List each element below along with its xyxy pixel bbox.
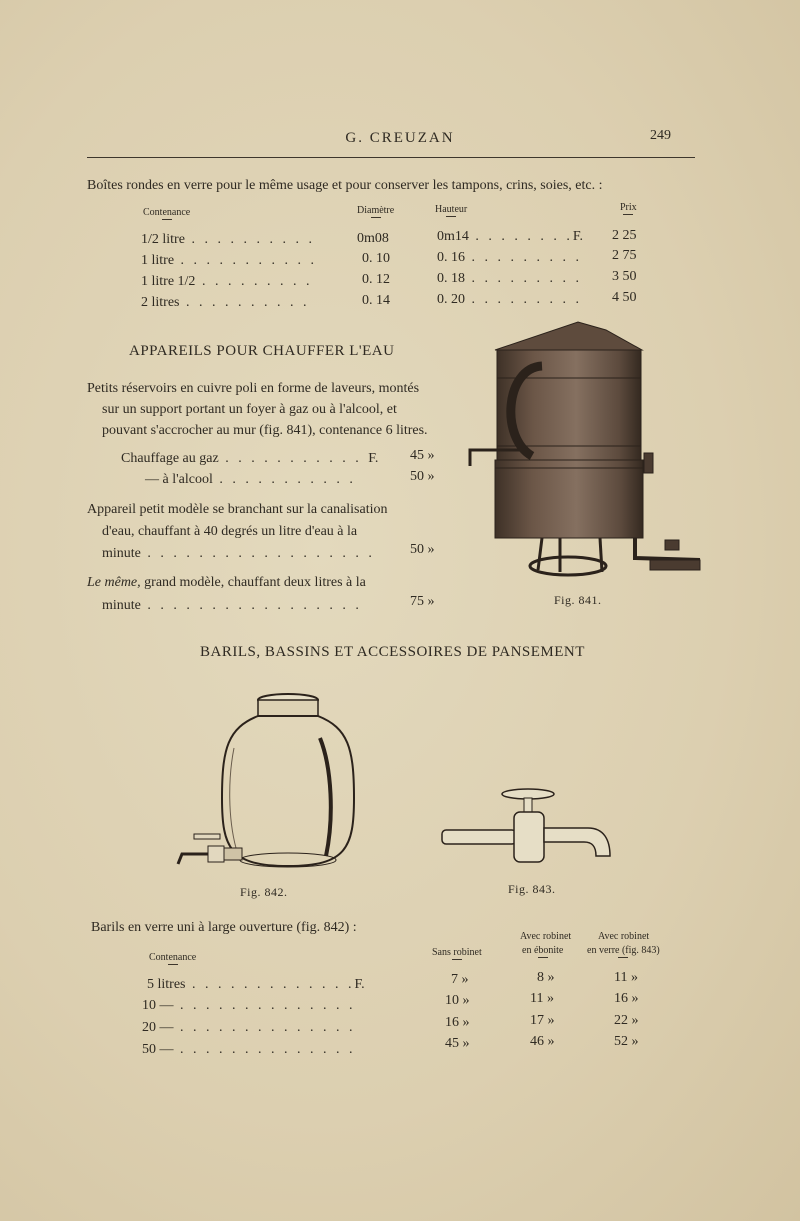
grand-line: minute . . . . . . . . . . . . . . . . . xyxy=(102,598,362,613)
water-heater-illustration xyxy=(460,318,705,593)
appareils-desc-line: pouvant s'accrocher au mur (fig. 841), contenance 6 litres. xyxy=(102,423,428,438)
glass-tap-illustration xyxy=(438,786,614,868)
price-line-alcool: — à l'alcool . . . . . . . . . . . xyxy=(145,472,356,487)
modele-line: minute . . . . . . . . . . . . . . . . . . xyxy=(102,546,375,561)
appareils-desc-line: Petits réservoirs en cuivre poli en forme de laveurs, montés xyxy=(87,381,420,396)
col-ebonite-1: Avec robinet xyxy=(520,931,572,942)
price-alcool: 50 » xyxy=(410,469,435,484)
modele-line: Appareil petit modèle se branchant sur la canalisation xyxy=(87,502,388,517)
col-contenance: Contenance xyxy=(143,207,191,218)
fig-caption-841: Fig. 841. xyxy=(554,593,602,607)
boites-intro: Boîtes rondes en verre pour le même usage et pour conserver les tampons, crins, soies, etc. : xyxy=(87,178,603,193)
barils-intro: Barils en verre uni à large ouverture (fig. 842) : xyxy=(91,920,357,935)
book-page: G. CREUZAN 249 Boîtes rondes en verre pour le même usage et pour conserver les tampons, crins, soies, etc. : Contenance Diamètre Hauteur Prix 1/2 litre . . . . . . . . . . 0m08 0m14 . . . . . . . .F. 2 25 1 litre . . . . . . . . . . . 0. 10 0. 16 . . . . . . . . . 2 75 1 litre 1/2 . . . . . . . . . 0. 12 0. 18 . . . . . . . . . 3 50 2 litres . . . . . . . . . . 0. 14 0. 20 . . . . . . . . . 4 50 APPAREILS POUR CHAUFFER L'EAU Petits réservoirs en cuivre poli en forme de laveurs, montés sur un support portant un foyer à gaz ou à l'alcool, et pouvant s'accrocher au mur (fig. 841), contenance 6 litres. Chauffage au gaz . . . . . . . . . . . F. 45 » — à l'alcool . . . . . . . . . . . 50 » Appareil petit modèle se branchant sur la canalisation d'eau, chauffant à 40 degrés un litre d'eau à la minute . . . . . . . . . . . . . . . . . . 50 » Le même, grand modèle, chauffant deux litres à la minute . . . . . . . . . . . . . . . . . 75 » Fig. 841. BARILS, BASSINS ET ACCESSOIRES DE PANSEMENT Fig. 842. Fig. 843. Barils en verre uni à large ouverture (fig. 842) : Avec robinet Avec robinet Contenance Sans robinet en ébonite en verre (fig. 843) 5 litres . . . . . . . . . . . . .F. 7 » 8 » 11 » 10 — . . . . . . . . . . . . . . 10 » 11 » 16 » 20 — . . . . . . . . . . . . . . 16 » 17 » 22 » 50 — . . . . . . . . . . . . . . 45 » 46 » 52 » xyxy=(0,0,800,1221)
col-sans-robinet: Sans robinet xyxy=(432,947,482,958)
col-prix: Prix xyxy=(620,202,637,213)
running-header: G. CREUZAN xyxy=(345,130,455,146)
price-gaz: 45 » xyxy=(410,448,435,463)
col-verre-1: Avec robinet xyxy=(598,931,650,942)
col-diametre: Diamètre xyxy=(357,205,395,216)
modele-line: d'eau, chauffant à 40 degrés un litre d'eau à la xyxy=(102,524,358,539)
header-rule xyxy=(87,157,695,158)
col-ebonite-2: en ébonite xyxy=(522,945,564,956)
modele-price: 50 » xyxy=(410,542,435,557)
grand-price: 75 » xyxy=(410,594,435,609)
col-hauteur: Hauteur xyxy=(435,204,468,215)
col-barils-contenance: Contenance xyxy=(149,952,197,963)
glass-barrel-illustration xyxy=(170,688,360,878)
col-verre-2: en verre (fig. 843) xyxy=(587,945,660,956)
fig-caption-843: Fig. 843. xyxy=(508,882,556,896)
section-heading-barils: BARILS, BASSINS ET ACCESSOIRES DE PANSEMENT xyxy=(200,644,585,660)
appareils-desc-line: sur un support portant un foyer à gaz ou à l'alcool, et xyxy=(102,402,397,417)
page-number: 249 xyxy=(650,128,671,143)
grand-line: Le même, grand modèle, chauffant deux litres à la xyxy=(87,575,366,590)
section-heading-appareils: APPAREILS POUR CHAUFFER L'EAU xyxy=(129,343,395,359)
price-line-gaz: Chauffage au gaz . . . . . . . . . . . F. xyxy=(121,451,379,466)
fig-caption-842: Fig. 842. xyxy=(240,885,288,899)
